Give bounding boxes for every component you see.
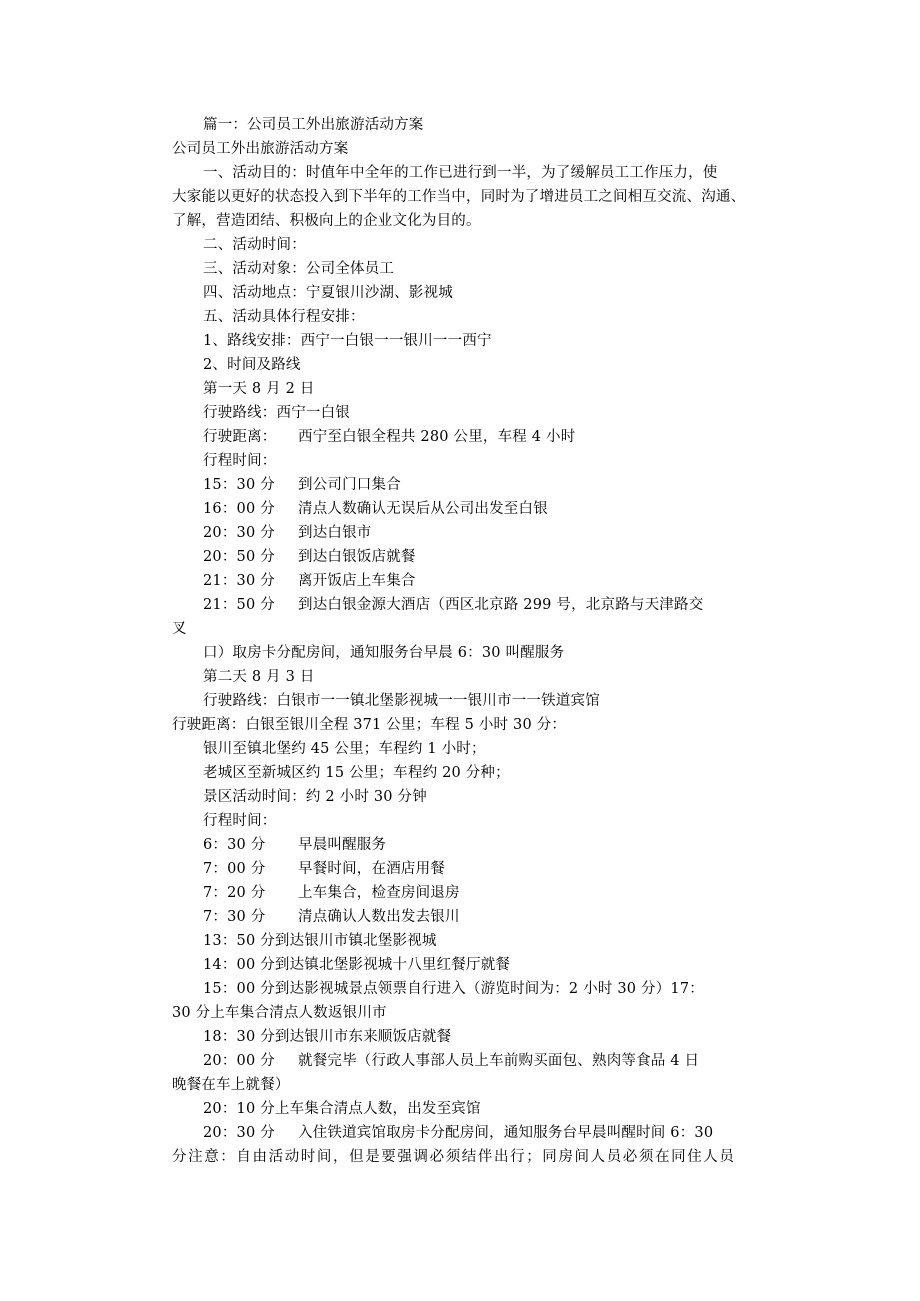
- schedule-row: [203, 475, 401, 495]
- schedule-row: [203, 595, 703, 615]
- line-label: 行驶距离：: [203, 429, 277, 445]
- schedule-row: [203, 523, 372, 543]
- schedule-row: 13：50 分到达银川市镇北堡影视城: [203, 933, 437, 949]
- schedule-time: 7：20 分: [203, 885, 266, 901]
- note-line: 分注意：自由活动时间，但是要强调必须结伴出行；同房间人员必须在同住人员: [172, 1149, 736, 1165]
- paragraph-line: 30 分上车集合清点人数返银川市: [172, 1005, 387, 1021]
- list-item: 1、路线安排：西宁一白银一一银川一一西宁: [203, 333, 492, 349]
- list-item: 三、活动对象：公司全体员工: [203, 261, 395, 277]
- schedule-desc: 离开饭店上车集合: [298, 573, 416, 589]
- schedule-time: 20：30 分: [203, 1125, 275, 1141]
- distance-line: 银川至镇北堡约 45 公里；车程约 1 小时；: [203, 741, 486, 757]
- schedule-heading: 行程时间：: [203, 813, 277, 829]
- schedule-desc: 早餐时间，在酒店用餐: [298, 861, 445, 877]
- schedule-row: 18：30 分到达银川市东来顺饭店就餐: [203, 1029, 452, 1045]
- schedule-row: 14：00 分到达镇北堡影视城十八里红餐厅就餐: [203, 957, 511, 973]
- schedule-row: [203, 883, 460, 903]
- activity-time-line: 景区活动时间：约 2 小时 30 分钟: [203, 789, 427, 805]
- schedule-desc: 入住铁道宾馆取房卡分配房间，通知服务台早晨叫醒时间 6：30: [298, 1125, 714, 1141]
- schedule-row: [203, 907, 460, 927]
- line-text: 西宁至白银全程共 280 公里，车程 4 小时: [298, 429, 576, 445]
- schedule-desc: 清点确认人数出发去银川: [298, 909, 460, 925]
- schedule-desc: 到公司门口集合: [298, 477, 401, 493]
- schedule-time: 20：00 分: [203, 1053, 275, 1069]
- schedule-row: [203, 1123, 713, 1143]
- list-item: 2、时间及路线: [203, 357, 301, 373]
- schedule-time: 7：00 分: [203, 861, 266, 877]
- schedule-desc: 到达白银金源大酒店（西区北京路 299 号，北京路与天津路交: [298, 597, 704, 613]
- section-heading: 公司员工外出旅游活动方案: [172, 141, 349, 157]
- route-line: 行驶路线：西宁一白银: [203, 405, 350, 421]
- schedule-row: [203, 547, 416, 567]
- document-title: 篇一：公司员工外出旅游活动方案: [203, 117, 424, 133]
- schedule-time: 20：30 分: [203, 525, 275, 541]
- schedule-row: 20：10 分上车集合清点人数，出发至宾馆: [203, 1101, 481, 1117]
- schedule-desc: 早晨叫醒服务: [298, 837, 387, 853]
- schedule-desc: 上车集合，检查房间退房: [298, 885, 460, 901]
- schedule-time: 15：30 分: [203, 477, 275, 493]
- distance-line: 行驶距离：白银至银川全程 371 公里；车程 5 小时 30 分：: [172, 717, 567, 733]
- schedule-row: [203, 1051, 699, 1071]
- schedule-desc: 到达白银市: [298, 525, 372, 541]
- paragraph-line: 晚餐在车上就餐）: [172, 1077, 290, 1093]
- schedule-time: 21：50 分: [203, 597, 275, 613]
- schedule-time: 7：30 分: [203, 909, 266, 925]
- distance-line: 老城区至新城区约 15 公里；车程约 20 分种；: [203, 765, 510, 781]
- schedule-heading: 行程时间：: [203, 453, 277, 469]
- schedule-row: [203, 571, 416, 591]
- schedule-row: [203, 859, 445, 879]
- list-item: 二、活动时间：: [203, 237, 306, 253]
- schedule-row: [203, 835, 386, 855]
- schedule-time: 21：30 分: [203, 573, 275, 589]
- list-item: 五、活动具体行程安排：: [203, 309, 365, 325]
- distance-line: [203, 427, 575, 447]
- schedule-row: [203, 499, 548, 519]
- schedule-desc: 到达白银饭店就餐: [298, 549, 416, 565]
- schedule-time: 16：00 分: [203, 501, 275, 517]
- paragraph-line: 一、活动目的：时值年中全年的工作已进行到一半，为了缓解员工工作压力，使: [203, 165, 718, 181]
- paragraph-line: 了解，营造团结、积极向上的企业文化为目的。: [172, 213, 481, 229]
- list-item: 四、活动地点：宁夏银川沙湖、影视城: [203, 285, 453, 301]
- paragraph-line: 口）取房卡分配房间，通知服务台早晨 6：30 叫醒服务: [203, 645, 565, 661]
- schedule-time: 20：50 分: [203, 549, 275, 565]
- paragraph-line: 大家能以更好的状态投入到下半年的工作当中，同时为了增进员工之间相互交流、沟通、: [172, 189, 746, 205]
- route-line: 行驶路线：白银市一一镇北堡影视城一一银川市一一铁道宾馆: [203, 693, 600, 709]
- schedule-desc: 就餐完毕（行政人事部人员上车前购买面包、熟肉等食品 4 日: [298, 1053, 700, 1069]
- paragraph-line: 叉: [172, 621, 187, 637]
- schedule-row: 15：00 分到达影视城景点领票自行进入（游览时间为：2 小时 30 分）17：: [203, 981, 704, 997]
- schedule-desc: 清点人数确认无误后从公司出发至白银: [298, 501, 548, 517]
- day-heading: 第一天 8 月 2 日: [203, 381, 315, 397]
- day-heading: 第二天 8 月 3 日: [203, 669, 315, 685]
- schedule-time: 6：30 分: [203, 837, 266, 853]
